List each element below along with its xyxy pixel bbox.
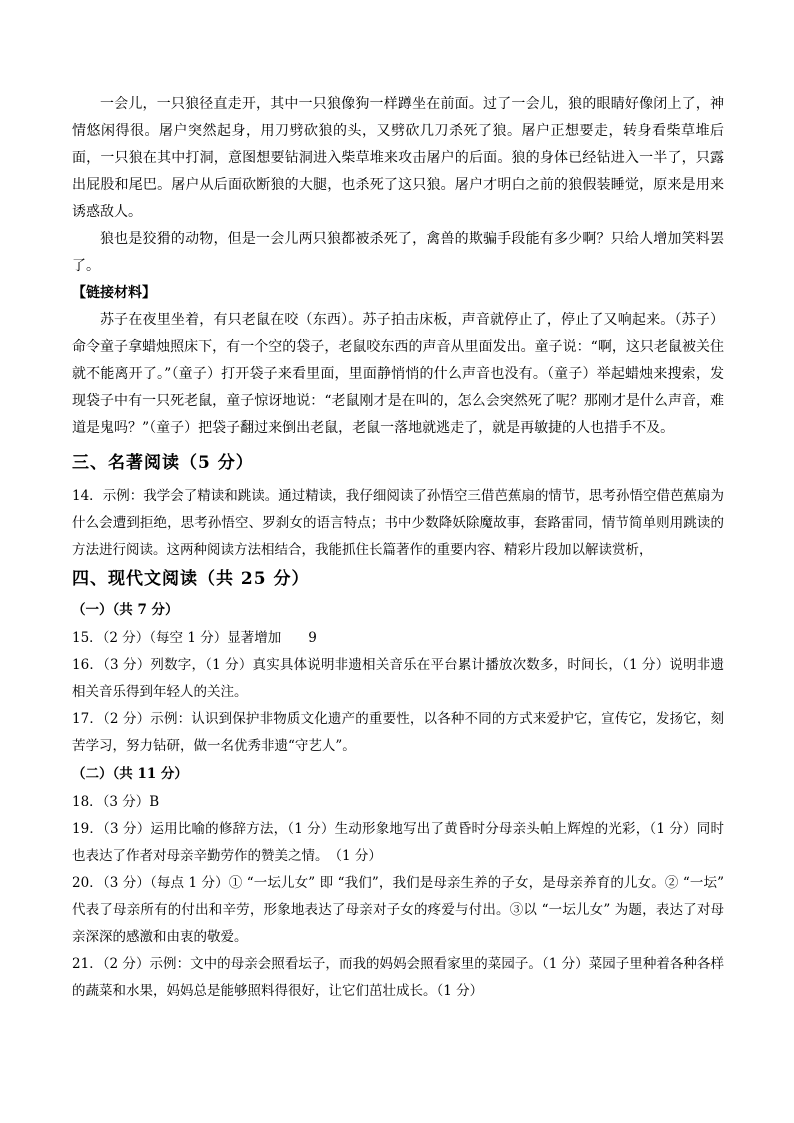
question-16-answer [72, 652, 724, 706]
link-material-label [72, 280, 724, 307]
paragraph-text: 一会儿，一只狼径直走开，其中一只狼像狗一样蹲坐在前面。过了一会儿，狼的眼睛好像闭上了，神情悠闲得很。屠户突然起身，用刀劈砍狼的头，又劈砍几刀杀死了狼。屠户正想要走，转身看柴草堆后面，一只狼在其中打洞，意图想要钻洞进入柴草堆来攻击屠户的后面。狼的身体已经钻进入一半了，只露出屁股和尾巴。屠户从后面砍断狼的大腿，也杀死了这只狼。屠户才明白之前的狼假装睡觉，原来是用来诱惑敌人。 [72, 96, 724, 220]
section-4-heading [72, 566, 724, 592]
paragraph-text: 苏子在夜里坐着，有只老鼠在咬（东西）。苏子拍击床板，声音就停止了，停止了又响起来。（苏子）命令童子拿蜡烛照床下，有一个空的袋子，老鼠咬东西的声音从里面发出。童子说：“啊，这只老鼠被关住就不能离开了。”（童子）打开袋子来看里面，里面静悄悄的什么声音也没有。（童子）举起蜡烛来搜索，发现袋子中有一只死老鼠，童子惊讶地说：“老鼠刚才是在叫的，怎么会突然死了呢？那刚才是什么声音，难道是鬼吗？”（童子）把袋子翻过来倒出老鼠，老鼠一落地就逃走了，就是再敏捷的人也措手不及。 [72, 312, 724, 436]
question-20-answer [72, 870, 724, 951]
part-2-label [72, 762, 724, 786]
link-material-text [72, 307, 724, 442]
answer-text: 15．（2 分）（每空 1 分）显著增加 9 [72, 630, 317, 646]
answer-text: 14．示例：我学会了精读和跳读。通过精读，我仔细阅读了孙悟空三借芭蕉扇的情节，思考孙悟空借芭蕉扇为什么会遭到拒绝，思考孙悟空、罗刹女的语言特点；书中少数降妖除魔故事，套路雷同，情节简单则用跳读的方法进行阅读。这两种阅读方法相结合，我能抓住长篇著作的重要内容、精彩片段加以解读赏析， [72, 488, 724, 558]
question-18-answer [72, 789, 724, 816]
answer-text: 21．（2 分）示例：文中的母亲会照看坛子，而我的妈妈会照看家里的菜园子。（1 分）菜园子里种着各种各样的蔬菜和水果，妈妈总是能够照料得很好，让它们茁壮成长。（1 分） [72, 956, 724, 999]
translation-paragraph-1 [72, 91, 724, 226]
section-3-heading [72, 450, 724, 476]
question-21-answer [72, 951, 724, 1005]
heading-text: 四、现代文阅读（共 25 分） [72, 569, 310, 589]
answer-text: 20．（3 分）（每点 1 分）① “一坛儿女” 即 “我们”，我们是母亲生养的子女，是母亲养育的儿女。② “一坛” 代表了母亲所有的付出和辛劳，形象地表达了母亲对子女的疼爱与付出。③以 “一坛儿女” 为题，表达了对母亲深深的感激和由衷的敬爱。 [72, 875, 724, 945]
part-1-label [72, 598, 724, 622]
answer-text: 19．（3 分）运用比喻的修辞方法，（1 分）生动形象地写出了黄昏时分母亲头帕上辉煌的光彩，（1 分）同时也表达了作者对母亲辛勤劳作的赞美之情。 （1 分） [72, 821, 724, 864]
label-text: 【链接材料】 [72, 285, 156, 301]
part-text: （二）（共 11 分） [72, 766, 188, 782]
translation-paragraph-2 [72, 226, 724, 280]
answer-text: 16．（3 分）列数字，（1 分）真实具体说明非遗相关音乐在平台累计播放次数多，时间长，（1 分）说明非遗相关音乐得到年轻人的关注。 [72, 657, 724, 700]
part-text: （一）（共 7 分） [72, 602, 179, 618]
answer-text: 18．（3 分）B [72, 794, 160, 810]
question-19-answer [72, 816, 724, 870]
question-14-answer [72, 483, 724, 564]
answer-text: 17．（2 分）示例：认识到保护非物质文化遗产的重要性，以各种不同的方式来爱护它，宣传它，发扬它，刻苦学习，努力钻研，做一名优秀非遗“守艺人”。 [72, 711, 724, 754]
heading-text: 三、名著阅读（5 分） [72, 453, 254, 473]
paragraph-text: 狼也是狡猾的动物，但是一会儿两只狼都被杀死了，禽兽的欺骗手段能有多少啊？只给人增加笑料罢了。 [72, 231, 724, 274]
question-15-answer [72, 625, 724, 652]
question-17-answer [72, 706, 724, 760]
